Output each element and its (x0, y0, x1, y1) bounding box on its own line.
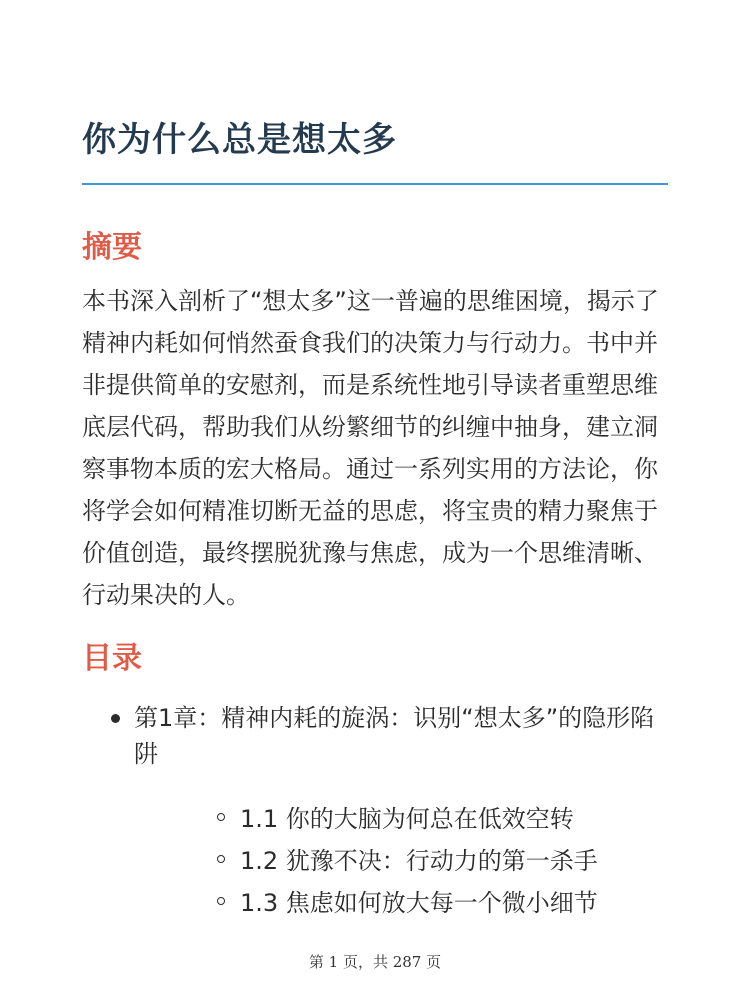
toc-chapter-1 (82, 700, 668, 924)
title-divider (82, 183, 668, 185)
summary-paragraph: 本书深入剖析了“想太多”这一普遍的思维困境，揭示了精神内耗如何悄然蚕食我们的决策力与行动力。书中并非提供简单的安慰剂，而是系统性地引导读者重塑思维底层代码，帮助我们从纷繁细节的纠缠中抽身，建立洞察事物本质的宏大格局。通过一系列实用的方法论，你将学会如何精准切断无益的思虑，将宝贵的精力聚焦于价值创造，最终摆脱犹豫与焦虑，成为一个思维清晰、行动果决的人。 (82, 287, 659, 609)
book-title: 你为什么总是想太多 (82, 120, 397, 160)
toc-section-item (134, 840, 668, 882)
toc-section-label: 1.3 焦虑如何放大每一个微小细节 (240, 889, 598, 917)
toc-chapter-label: 第1章：精神内耗的旋涡：识别“想太多”的隐形陷阱 (134, 704, 655, 768)
hollow-bullet-icon (217, 813, 225, 821)
toc-section-label: 1.2 犹豫不决：行动力的第一杀手 (240, 847, 598, 875)
toc-section-item (134, 798, 668, 840)
toc-section-label: 1.1 你的大脑为何总在低效空转 (240, 805, 574, 833)
hollow-bullet-icon (217, 897, 225, 905)
toc-section-list (134, 798, 668, 924)
bullet-dot-icon (111, 714, 120, 723)
summary-heading: 摘要 (82, 230, 142, 265)
table-of-contents (82, 700, 668, 924)
page-number-footer: 第 1 页，共 287 页 (308, 953, 442, 971)
hollow-bullet-icon (217, 855, 225, 863)
toc-section-item (134, 882, 668, 924)
toc-heading: 目录 (82, 641, 142, 676)
